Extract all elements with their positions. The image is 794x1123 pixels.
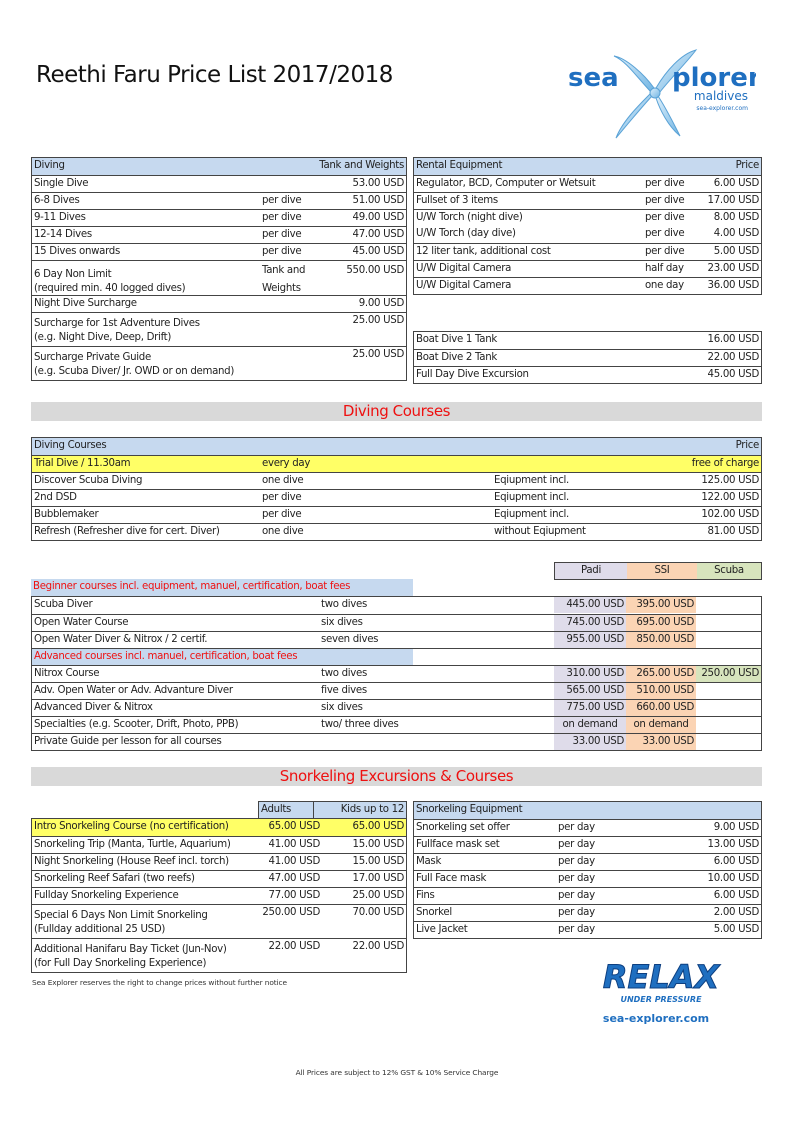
table-row [32, 192, 406, 209]
row-name: Live Jacket [416, 924, 468, 935]
row-ssi-price: 695.00 USD [626, 615, 696, 631]
row-unit: per dive [645, 246, 685, 257]
row-adult-price: 47.00 USD [268, 873, 320, 884]
row-unit: per dive [645, 195, 685, 206]
row-price: 6.00 USD [713, 178, 759, 189]
row-equipment: Eqiupment incl. [494, 509, 569, 520]
table-row [32, 631, 761, 648]
row-name: Open Water Diver & Nitrox / 2 certif. [34, 634, 208, 645]
row-price: 81.00 USD [707, 526, 759, 537]
row-price: 36.00 USD [707, 280, 759, 291]
advanced-courses-heading: Advanced courses incl. manuel, certification, boat fees [32, 649, 413, 665]
table-row [414, 277, 761, 294]
row-unit: one day [645, 280, 684, 291]
row-price: 102.00 USD [701, 509, 759, 520]
row-name: 6 Day Non Limit [34, 269, 112, 280]
row-name: 2nd DSD [34, 492, 77, 503]
row-name: Snorkeling set offer [416, 822, 510, 833]
row-price: 125.00 USD [701, 475, 759, 486]
snorkel-price-header [258, 801, 407, 819]
table-row [32, 472, 761, 489]
beginner-courses-heading: Beginner courses incl. equipment, manuel, certification, boat fees [31, 579, 413, 596]
row-ssi-price: 510.00 USD [626, 683, 696, 699]
row-name: Fins [416, 890, 435, 901]
rental-header [414, 158, 761, 175]
table-row [32, 312, 406, 346]
row-name-note: (for Full Day Snorkeling Experience) [34, 958, 207, 969]
table-row [32, 904, 406, 938]
table-row [32, 506, 761, 523]
courses-header [32, 438, 761, 455]
row-price: 122.00 USD [701, 492, 759, 503]
diving-header-label: Diving [34, 160, 65, 171]
water-splash-icon [556, 46, 756, 142]
table-row [32, 523, 761, 540]
row-price: 45.00 USD [352, 246, 404, 257]
table-row [414, 887, 761, 904]
row-ssi-price: 850.00 USD [626, 632, 696, 648]
row-name: U/W Digital Camera [416, 263, 512, 274]
row-unit: per dive [645, 228, 685, 239]
row-scuba-price: 250.00 USD [696, 666, 761, 682]
kids-column-header: Kids up to 12 [314, 802, 406, 819]
row-price: 8.00 USD [713, 212, 759, 223]
table-row [414, 209, 761, 226]
row-padi-price: 565.00 USD [554, 683, 626, 699]
row-price: 2.00 USD [713, 907, 759, 918]
footer-tax-note: All Prices are subject to 12% GST & 10% Service Charge [295, 1068, 499, 1077]
courses-header-label: Diving Courses [34, 440, 107, 451]
logo-text-maldives: maldives [693, 89, 748, 103]
row-name-note: (e.g. Night Dive, Deep, Drift) [34, 332, 172, 343]
row-price: 51.00 USD [352, 195, 404, 206]
row-price: 6.00 USD [713, 856, 759, 867]
row-name: Discover Scuba Diving [34, 475, 143, 486]
agency-ssi: SSI [627, 563, 697, 579]
row-price: free of charge [691, 458, 759, 469]
row-price: 23.00 USD [707, 263, 759, 274]
row-price: 49.00 USD [352, 212, 404, 223]
row-name: Refresh (Refresher dive for cert. Diver) [34, 526, 220, 537]
row-price: 53.00 USD [352, 178, 404, 189]
row-dives: five dives [321, 685, 367, 696]
row-price: 16.00 USD [707, 334, 759, 345]
row-padi-price: on demand [554, 717, 626, 733]
row-unit: per dive [262, 229, 302, 240]
row-unit: per day [558, 924, 595, 935]
advanced-header-row [32, 648, 761, 665]
table-row [414, 904, 761, 921]
table-row [414, 260, 761, 277]
row-kid-price: 65.00 USD [352, 821, 404, 832]
table-row [32, 819, 406, 836]
row-equipment: Eqiupment incl. [494, 492, 569, 503]
row-name: Trial Dive / 11.30am [34, 458, 131, 469]
table-row [32, 295, 406, 312]
row-name: Additional Hanifaru Bay Ticket (Jun-Nov) [34, 944, 227, 955]
row-price: 17.00 USD [707, 195, 759, 206]
relax-url: sea-explorer.com [602, 1012, 710, 1025]
snorkel-equipment-header [414, 802, 761, 819]
row-name: 15 Dives onwards [34, 246, 120, 257]
row-unit: per dive [645, 178, 685, 189]
row-name: 6-8 Dives [34, 195, 80, 206]
agency-padi: Padi [555, 563, 627, 579]
table-row [32, 455, 761, 472]
table-row [32, 733, 761, 750]
row-name: Regulator, BCD, Computer or Wetsuit [416, 178, 596, 189]
snorkeling-band [31, 767, 762, 786]
row-ssi-price: 33.00 USD [626, 734, 696, 750]
table-row [32, 699, 761, 716]
row-adult-price: 41.00 USD [268, 856, 320, 867]
row-price: 5.00 USD [713, 246, 759, 257]
row-name: Snorkeling Trip (Manta, Turtle, Aquarium) [34, 839, 231, 850]
table-row [32, 346, 406, 380]
rental-table [413, 157, 762, 295]
row-name: 12-14 Dives [34, 229, 92, 240]
table-row [414, 853, 761, 870]
row-name: Full Face mask [416, 873, 487, 884]
row-unit: per dive [262, 195, 302, 206]
row-name: Surcharge Private Guide [34, 352, 151, 363]
row-dives: seven dives [321, 634, 379, 645]
agency-scuba: Scuba [697, 563, 761, 579]
row-ssi-price: 395.00 USD [626, 597, 696, 613]
boat-dive-table [413, 331, 762, 384]
row-name: Fullset of 3 items [416, 195, 498, 206]
table-row [32, 614, 761, 631]
table-row [32, 175, 406, 192]
table-row [414, 332, 761, 349]
row-unit: per day [558, 873, 595, 884]
logo-text-url: sea-explorer.com [696, 105, 748, 112]
row-kid-price: 15.00 USD [352, 856, 404, 867]
row-padi-price: 445.00 USD [554, 597, 626, 613]
row-frequency: one dive [262, 526, 304, 537]
row-price: 9.00 USD [358, 298, 404, 309]
adults-column-header: Adults [259, 802, 314, 819]
table-row [32, 853, 406, 870]
row-kid-price: 22.00 USD [352, 941, 404, 952]
row-padi-price: 310.00 USD [554, 666, 626, 682]
row-adult-price: 41.00 USD [268, 839, 320, 850]
row-unit-2: Weights [262, 283, 301, 294]
row-kid-price: 17.00 USD [352, 873, 404, 884]
row-name: Snorkeling Reef Safari (two reefs) [34, 873, 195, 884]
row-name: U/W Torch (night dive) [416, 212, 523, 223]
row-unit: per day [558, 822, 595, 833]
row-unit: half day [645, 263, 684, 274]
row-padi-price: 775.00 USD [554, 700, 626, 716]
row-ssi-price: 265.00 USD [626, 666, 696, 682]
row-name-note: (e.g. Scuba Diver/ Jr. OWD or on demand) [34, 366, 235, 377]
table-row [32, 597, 761, 614]
row-unit: per day [558, 839, 595, 850]
logo-text-plorer: plorer [672, 63, 756, 93]
relax-word: RELAX [602, 958, 720, 996]
row-name: Bubblemaker [34, 509, 99, 520]
row-ssi-price: 660.00 USD [626, 700, 696, 716]
row-name-note: (Fullday additional 25 USD) [34, 924, 166, 935]
row-adult-price: 22.00 USD [268, 941, 320, 952]
diving-header-price: Tank and Weights [319, 160, 404, 171]
row-adult-price: 250.00 USD [262, 907, 320, 918]
diving-courses-table [31, 437, 762, 541]
row-price: 13.00 USD [707, 839, 759, 850]
row-name: U/W Digital Camera [416, 280, 512, 291]
row-name-note: (required min. 40 logged dives) [34, 283, 186, 294]
row-name: Fullface mask set [416, 839, 500, 850]
row-name: Special 6 Days Non Limit Snorkeling [34, 910, 208, 921]
row-unit: per day [558, 856, 595, 867]
table-row [32, 489, 761, 506]
snorkel-equipment-header-label: Snorkeling Equipment [416, 804, 523, 815]
row-unit: per dive [262, 212, 302, 223]
price-disclaimer: Sea Explorer reserves the right to change prices without further notice [32, 978, 287, 987]
table-row [414, 175, 761, 192]
row-dives: two dives [321, 599, 367, 610]
row-name: Fullday Snorkeling Experience [34, 890, 179, 901]
row-padi-price: 745.00 USD [554, 615, 626, 631]
row-price: 47.00 USD [352, 229, 404, 240]
page-title: Reethi Faru Price List 2017/2018 [36, 62, 393, 88]
row-name: Advanced Diver & Nitrox [34, 702, 153, 713]
row-price: 10.00 USD [707, 873, 759, 884]
table-row [414, 836, 761, 853]
rental-header-price: Price [735, 160, 759, 171]
row-dives: six dives [321, 702, 363, 713]
row-unit: per dive [262, 246, 302, 257]
row-price: 9.00 USD [713, 822, 759, 833]
row-price: 22.00 USD [707, 352, 759, 363]
table-row [32, 887, 406, 904]
table-row [414, 349, 761, 366]
table-row [32, 938, 406, 972]
row-name: Open Water Course [34, 617, 129, 628]
agency-header [554, 562, 762, 580]
row-kid-price: 70.00 USD [352, 907, 404, 918]
row-name: Adv. Open Water or Adv. Advanture Diver [34, 685, 233, 696]
table-row [414, 366, 761, 383]
row-price: 4.00 USD [713, 228, 759, 239]
row-equipment: without Eqiupment [494, 526, 586, 537]
row-unit: per day [558, 907, 595, 918]
row-kid-price: 25.00 USD [352, 890, 404, 901]
row-name: Intro Snorkeling Course (no certification) [34, 821, 229, 832]
table-row [32, 209, 406, 226]
row-adult-price: 65.00 USD [268, 821, 320, 832]
row-name: Night Snorkeling (House Reef incl. torch) [34, 856, 229, 867]
table-row [32, 682, 761, 699]
row-kid-price: 15.00 USD [352, 839, 404, 850]
row-dives: two/ three dives [321, 719, 399, 730]
snorkeling-heading: Snorkeling Excursions & Courses [279, 767, 514, 785]
row-padi-price: 33.00 USD [554, 734, 626, 750]
row-unit: per dive [645, 212, 685, 223]
row-name: 9-11 Dives [34, 212, 86, 223]
relax-under-pressure-icon [586, 958, 736, 1030]
table-row [32, 226, 406, 243]
diving-header [32, 158, 406, 175]
snorkel-equipment-table [413, 801, 762, 939]
sea-explorer-logo [556, 46, 756, 142]
row-frequency: every day [262, 458, 311, 469]
row-price: 25.00 USD [352, 315, 404, 326]
relax-tagline: UNDER PRESSURE [620, 995, 702, 1004]
row-name: Specialties (e.g. Scooter, Drift, Photo, PPB) [34, 719, 239, 730]
table-row [414, 192, 761, 209]
row-price: 550.00 USD [346, 265, 404, 276]
row-unit: Tank and [262, 265, 306, 276]
table-row [414, 921, 761, 938]
row-frequency: per dive [262, 509, 302, 520]
row-dives: two dives [321, 668, 367, 679]
row-adult-price: 77.00 USD [268, 890, 320, 901]
courses-header-price: Price [735, 440, 759, 451]
table-row [414, 819, 761, 836]
row-name: Night Dive Surcharge [34, 298, 137, 309]
row-dives: six dives [321, 617, 363, 628]
diving-courses-heading: Diving Courses [342, 402, 451, 420]
table-row [414, 870, 761, 887]
row-frequency: one dive [262, 475, 304, 486]
row-name: Surcharge for 1st Adventure Dives [34, 318, 200, 329]
row-name: U/W Torch (day dive) [416, 228, 516, 239]
row-name: Full Day Dive Excursion [416, 369, 529, 380]
row-name: 12 liter tank, additional cost [416, 246, 551, 257]
relax-logo [586, 958, 736, 1030]
diving-table [31, 157, 407, 381]
row-unit: per day [558, 890, 595, 901]
beginner-courses-table [31, 596, 762, 751]
table-row [414, 243, 761, 260]
table-row [32, 243, 406, 260]
table-row [32, 716, 761, 733]
logo-text-sea: sea [568, 63, 619, 93]
row-name: Mask [416, 856, 442, 867]
row-name: Scuba Diver [34, 599, 93, 610]
table-row [32, 665, 761, 682]
row-name: Single Dive [34, 178, 89, 189]
row-price: 6.00 USD [713, 890, 759, 901]
row-price: 45.00 USD [707, 369, 759, 380]
diving-courses-band [31, 402, 762, 421]
snorkel-excursions-table [31, 818, 407, 973]
row-name: Snorkel [416, 907, 452, 918]
row-name: Boat Dive 1 Tank [416, 334, 497, 345]
row-name: Nitrox Course [34, 668, 100, 679]
row-frequency: per dive [262, 492, 302, 503]
row-name: Private Guide per lesson for all courses [34, 736, 222, 747]
table-row [32, 870, 406, 887]
row-price: 5.00 USD [713, 924, 759, 935]
row-ssi-price: on demand [626, 717, 696, 733]
row-name: Boat Dive 2 Tank [416, 352, 497, 363]
row-equipment: Eqiupment incl. [494, 475, 569, 486]
table-row [32, 260, 406, 295]
row-padi-price: 955.00 USD [554, 632, 626, 648]
row-price: 25.00 USD [352, 349, 404, 360]
table-row [32, 836, 406, 853]
table-row [414, 226, 761, 243]
rental-header-label: Rental Equipment [416, 160, 503, 171]
